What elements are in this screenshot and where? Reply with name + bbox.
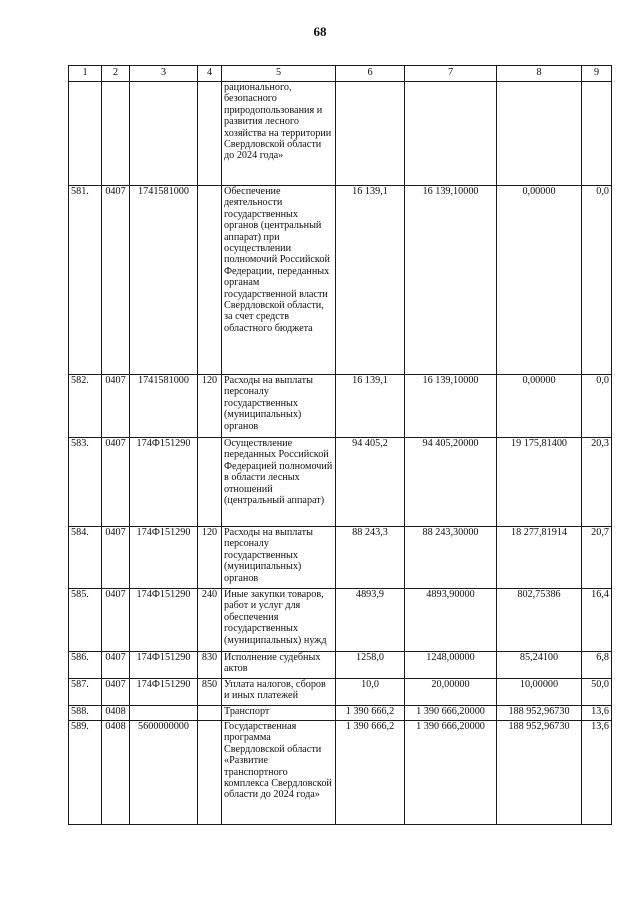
approved-amount: 1 390 666,20000	[405, 721, 497, 825]
item-name: Исполнение судебных актов	[222, 652, 336, 679]
target-article-code	[130, 706, 198, 721]
item-name: Расходы на выплаты персоналу государственных (муниципальных) органов	[222, 375, 336, 438]
target-article-code	[130, 82, 198, 186]
plan-amount: 1 390 666,2	[336, 706, 405, 721]
approved-amount: 94 405,20000	[405, 438, 497, 527]
executed-amount: 18 277,81914	[497, 527, 582, 589]
executed-amount: 188 952,96730	[497, 706, 582, 721]
plan-amount: 10,0	[336, 679, 405, 706]
section-code: 0407	[102, 186, 130, 375]
column-header: 7	[405, 66, 497, 82]
table-row	[69, 589, 612, 652]
execution-percent: 0,0	[582, 375, 612, 438]
executed-amount: 802,75386	[497, 589, 582, 652]
expense-type-code	[198, 82, 222, 186]
target-article-code: 1741581000	[130, 375, 198, 438]
plan-amount: 4893,9	[336, 589, 405, 652]
column-header: 1	[69, 66, 102, 82]
target-article-code: 1741581000	[130, 186, 198, 375]
table-row	[69, 652, 612, 679]
approved-amount: 16 139,10000	[405, 375, 497, 438]
table-row	[69, 706, 612, 721]
target-article-code: 174Ф151290	[130, 438, 198, 527]
row-number: 588.	[69, 706, 102, 721]
plan-amount: 88 243,3	[336, 527, 405, 589]
table-row	[69, 375, 612, 438]
approved-amount: 1248,00000	[405, 652, 497, 679]
header-row	[69, 66, 612, 82]
section-code: 0407	[102, 438, 130, 527]
row-number: 583.	[69, 438, 102, 527]
row-number: 585.	[69, 589, 102, 652]
execution-percent: 13,6	[582, 721, 612, 825]
item-name: Транспорт	[222, 706, 336, 721]
approved-amount: 1 390 666,20000	[405, 706, 497, 721]
table-row	[69, 527, 612, 589]
executed-amount	[497, 82, 582, 186]
plan-amount: 16 139,1	[336, 186, 405, 375]
column-header: 8	[497, 66, 582, 82]
table-row	[69, 186, 612, 375]
approved-amount: 88 243,30000	[405, 527, 497, 589]
section-code: 0407	[102, 652, 130, 679]
target-article-code: 174Ф151290	[130, 652, 198, 679]
execution-percent: 50,0	[582, 679, 612, 706]
row-number: 589.	[69, 721, 102, 825]
execution-percent: 20,3	[582, 438, 612, 527]
expense-type-code: 850	[198, 679, 222, 706]
item-name: Государственная программа Свердловской области «Развитие транспортного комплекса Свердловской области до 2024 года»	[222, 721, 336, 825]
execution-percent: 0,0	[582, 186, 612, 375]
column-header: 9	[582, 66, 612, 82]
table-row	[69, 438, 612, 527]
budget-table	[68, 65, 612, 825]
target-article-code: 174Ф151290	[130, 679, 198, 706]
execution-percent: 13,6	[582, 706, 612, 721]
plan-amount: 1 390 666,2	[336, 721, 405, 825]
plan-amount	[336, 82, 405, 186]
expense-type-code: 120	[198, 375, 222, 438]
column-header: 4	[198, 66, 222, 82]
execution-percent: 20,7	[582, 527, 612, 589]
item-name: Расходы на выплаты персоналу государственных (муниципальных) органов	[222, 527, 336, 589]
table-row	[69, 82, 612, 186]
executed-amount: 10,00000	[497, 679, 582, 706]
item-name: Обеспечение деятельности государственных органов (центральный аппарат) при осуществлении полномочий Российской Федерации, переданных органам государственной власти Свердловской области, за счет средств областного бюджета	[222, 186, 336, 375]
item-name: Осуществление переданных Российской Федерацией полномочий в области лесных отношений (центральный аппарат)	[222, 438, 336, 527]
row-number: 582.	[69, 375, 102, 438]
row-number: 586.	[69, 652, 102, 679]
column-header: 3	[130, 66, 198, 82]
expense-type-code	[198, 438, 222, 527]
expense-type-code	[198, 186, 222, 375]
expense-type-code: 120	[198, 527, 222, 589]
execution-percent: 6,8	[582, 652, 612, 679]
approved-amount: 16 139,10000	[405, 186, 497, 375]
target-article-code: 5600000000	[130, 721, 198, 825]
approved-amount	[405, 82, 497, 186]
executed-amount: 0,00000	[497, 375, 582, 438]
section-code: 0408	[102, 706, 130, 721]
executed-amount: 0,00000	[497, 186, 582, 375]
plan-amount: 16 139,1	[336, 375, 405, 438]
target-article-code: 174Ф151290	[130, 527, 198, 589]
section-code	[102, 82, 130, 186]
approved-amount: 20,00000	[405, 679, 497, 706]
plan-amount: 94 405,2	[336, 438, 405, 527]
row-number: 581.	[69, 186, 102, 375]
executed-amount: 188 952,96730	[497, 721, 582, 825]
executed-amount: 85,24100	[497, 652, 582, 679]
column-header: 5	[222, 66, 336, 82]
item-name: Уплата налогов, сборов и иных платежей	[222, 679, 336, 706]
row-number: 587.	[69, 679, 102, 706]
section-code: 0407	[102, 589, 130, 652]
expense-type-code	[198, 721, 222, 825]
executed-amount: 19 175,81400	[497, 438, 582, 527]
expense-type-code: 830	[198, 652, 222, 679]
approved-amount: 4893,90000	[405, 589, 497, 652]
section-code: 0408	[102, 721, 130, 825]
section-code: 0407	[102, 527, 130, 589]
target-article-code: 174Ф151290	[130, 589, 198, 652]
item-name: Иные закупки товаров, работ и услуг для обеспечения государственных (муниципальных) нужд	[222, 589, 336, 652]
row-number: 584.	[69, 527, 102, 589]
table-row	[69, 721, 612, 825]
plan-amount: 1258,0	[336, 652, 405, 679]
section-code: 0407	[102, 375, 130, 438]
expense-type-code: 240	[198, 589, 222, 652]
section-code: 0407	[102, 679, 130, 706]
execution-percent: 16,4	[582, 589, 612, 652]
column-header: 2	[102, 66, 130, 82]
item-name: рационального, безопасного природопользования и развития лесного хозяйства на территории Свердловской области до 2024 года»	[222, 82, 336, 186]
row-number	[69, 82, 102, 186]
execution-percent	[582, 82, 612, 186]
page-number: 68	[313, 24, 327, 39]
table-row	[69, 679, 612, 706]
column-header: 6	[336, 66, 405, 82]
expense-type-code	[198, 706, 222, 721]
